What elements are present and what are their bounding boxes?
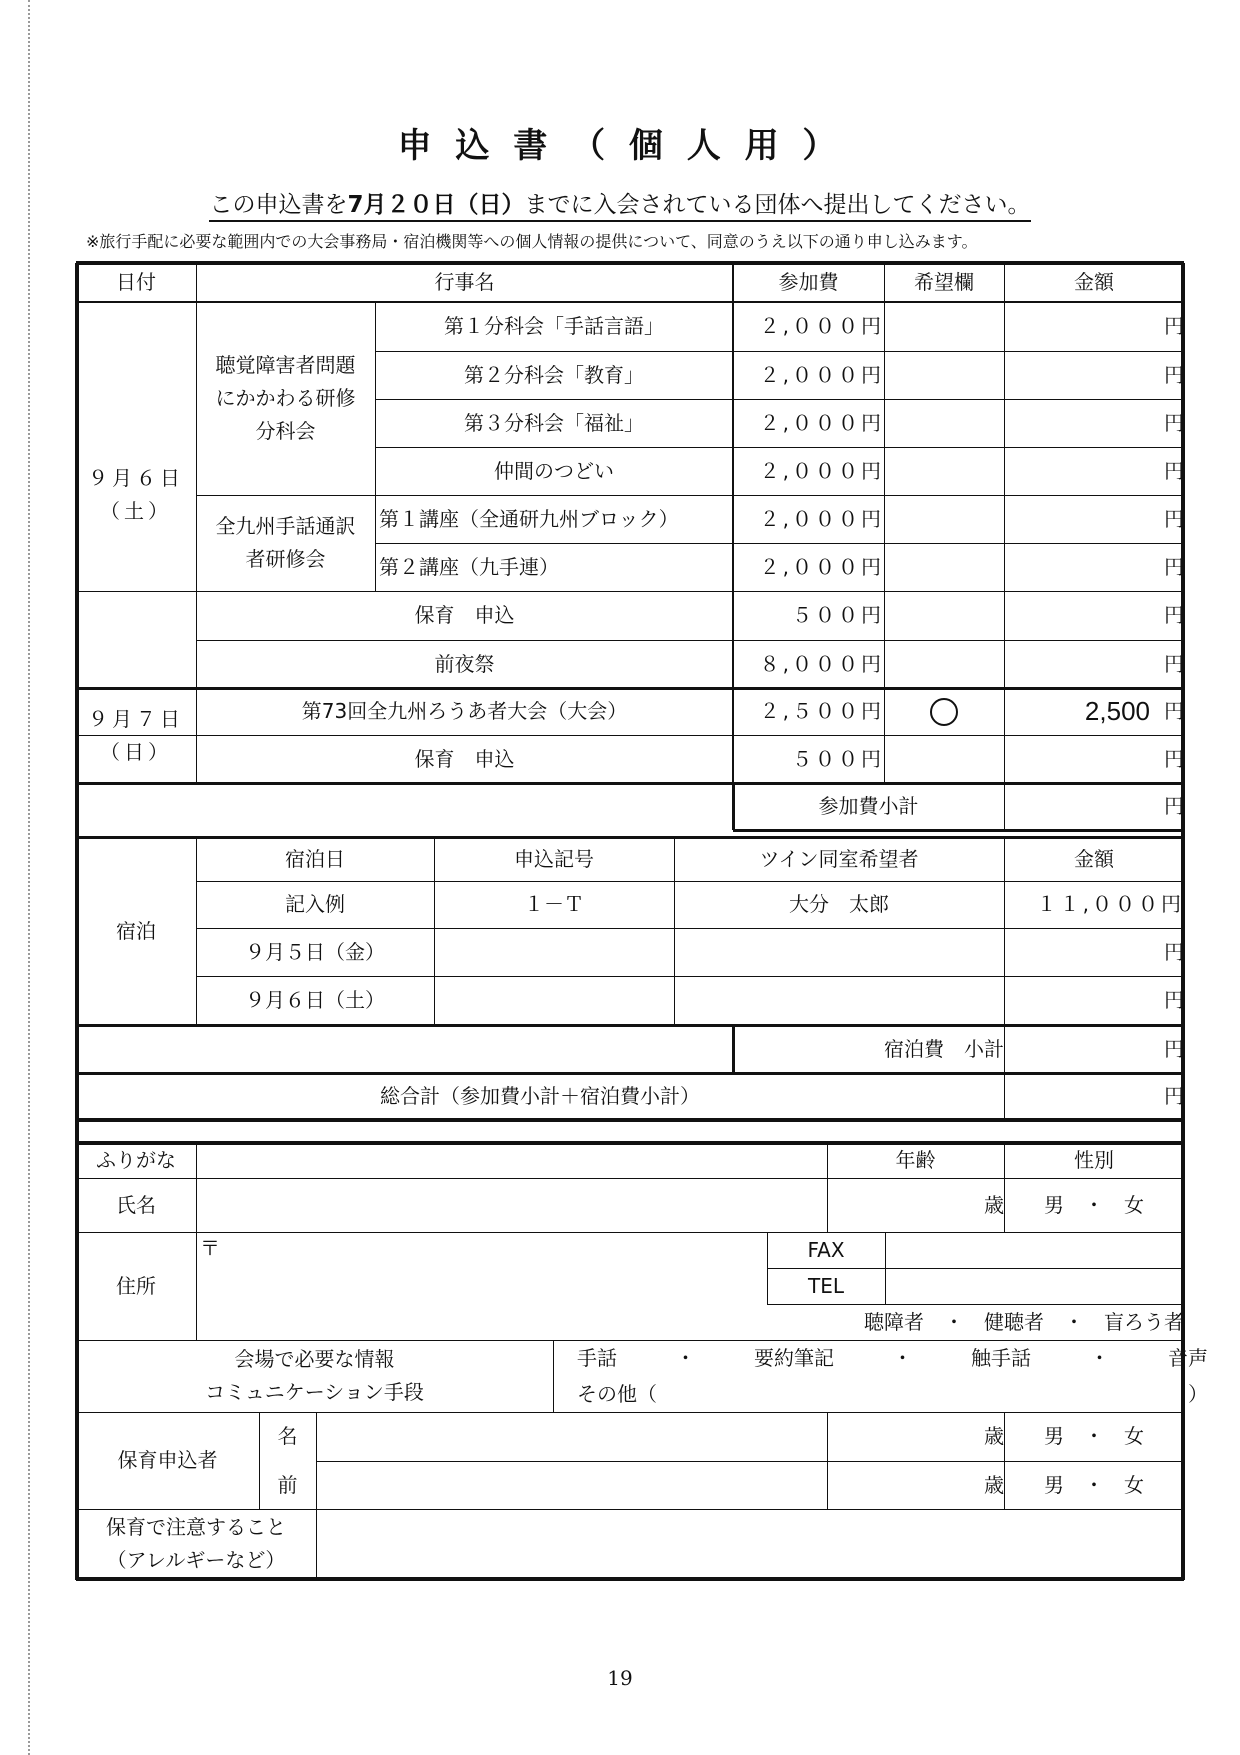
yen-unit: 円	[1164, 506, 1184, 531]
fee-subtotal-field[interactable]: 円	[1164, 794, 1184, 818]
event-name-5: 第２講座（九手連）	[379, 554, 559, 579]
event-fee-5: ２,０００円	[759, 554, 884, 579]
instruction-post: までに入会されている団体へ提出してください。	[524, 192, 1031, 218]
date-sep6-weekday: （土）	[100, 499, 172, 523]
amount-field-8[interactable]	[1004, 688, 1187, 735]
gender-select[interactable]: 男 ・ 女	[1044, 1192, 1144, 1217]
event-fee-8: ２,５００円	[759, 699, 884, 723]
other-close: ）	[1188, 1381, 1208, 1406]
roommate-field-1[interactable]	[674, 928, 1004, 976]
childcare-gender-select-1[interactable]: 男 ・ 女	[1044, 1424, 1144, 1448]
yen-unit: 円	[1164, 651, 1184, 676]
page-number: 19	[607, 1666, 633, 1690]
privacy-consent-note: ※旅行手配に必要な範囲内での大会事務局・宿泊機関等への個人情報の提供について、同意のうえ以下の通り申し込みます。	[86, 232, 978, 251]
info-needed-line2: コミュニケーション手段	[205, 1380, 424, 1404]
yen-unit: 円	[1164, 410, 1184, 435]
lodging-night-0: 記入例	[285, 892, 345, 916]
event-fee-9: ５００円	[792, 746, 884, 771]
grand-total-label: 総合計（参加費小計＋宿泊費小計）	[380, 1084, 700, 1108]
childcare-notes-line1: 保育で注意すること	[106, 1515, 286, 1539]
header-twin-roommate: ツイン同室希望者	[759, 846, 919, 871]
lodging-amount-field-0: １１,０００円	[1036, 892, 1184, 916]
childcare-notes-label	[76, 1509, 316, 1579]
form-title: 申 込 書 （ 個 人 用 ）	[397, 126, 843, 166]
childcare-name-input-1[interactable]	[316, 1412, 827, 1461]
lodging-night-2: ９月６日（土）	[245, 988, 385, 1012]
roommate-field-2[interactable]	[674, 976, 1004, 1025]
date-sep6	[76, 302, 196, 688]
wish-checkbox-3[interactable]	[884, 447, 1004, 495]
event-name-3: 仲間のつどい	[494, 458, 614, 483]
page-margin-line	[28, 0, 30, 1755]
wish-checkbox-1[interactable]	[884, 351, 1004, 399]
lodging-subtotal-label: 宿泊費 小計	[884, 1036, 1004, 1061]
booking-code-field-0: １－Ｔ	[524, 892, 584, 916]
group-hearing-issues-workshop: 聴覚障害者問題 にかかわる研修 分科会	[215, 353, 356, 443]
gender-header: 性別	[1074, 1148, 1114, 1172]
amount-field-9[interactable]	[1004, 735, 1187, 783]
childcare-applicant-label: 保育申込者	[117, 1448, 218, 1472]
event-fee-4: ２,０００円	[759, 506, 884, 531]
childcare-notes-line2: （アレルギーなど）	[106, 1548, 286, 1572]
info-needed-line1: 会場で必要な情報	[234, 1347, 395, 1371]
age-input[interactable]: 歳	[984, 1192, 1004, 1217]
comm-option-2[interactable]: 要約筆記	[754, 1345, 834, 1370]
amount-field-3[interactable]	[1004, 447, 1187, 495]
header-amount: 金額	[1074, 270, 1114, 294]
lodging-label: 宿泊	[116, 918, 156, 943]
amount-field-4[interactable]	[1004, 495, 1187, 543]
circle-mark-icon	[930, 698, 958, 726]
event-name-9: 保育 申込	[414, 746, 515, 771]
lodging-amount-field-1[interactable]: 円	[1164, 939, 1184, 964]
header-lodging-night: 宿泊日	[285, 846, 345, 871]
fax-label: FAX	[807, 1237, 845, 1262]
childcare-gender-select-2[interactable]: 男 ・ 女	[1044, 1472, 1144, 1497]
header-fee: 参加費	[778, 270, 839, 294]
yen-unit: 円	[1164, 603, 1184, 627]
other-open: その他（	[577, 1381, 657, 1406]
event-fee-3: ２,０００円	[759, 458, 884, 483]
amount-field-5[interactable]	[1004, 543, 1187, 591]
booking-code-field-2[interactable]	[434, 976, 674, 1025]
event-name-4: 第１講座（全通研九州ブロック）	[379, 506, 679, 531]
amount-field-1[interactable]	[1004, 351, 1187, 399]
event-name-8: 第73回全九州ろうあ者大会（大会）	[301, 699, 628, 723]
event-fee-2: ２,０００円	[759, 410, 884, 435]
amount-field-0[interactable]	[1004, 302, 1187, 351]
wish-checkbox-6[interactable]	[884, 591, 1004, 640]
comm-option-3: ・	[892, 1345, 913, 1370]
wish-checkbox-2[interactable]	[884, 399, 1004, 447]
childcare-name-input-2[interactable]	[316, 1461, 827, 1509]
roommate-field-0: 大分 太郎	[789, 892, 889, 916]
communication-other-input[interactable]	[553, 1376, 1228, 1412]
postal-address-input[interactable]: 〒	[200, 1236, 220, 1260]
wish-checkbox-8[interactable]	[884, 688, 1004, 735]
comm-option-1: ・	[675, 1345, 696, 1370]
instruction-pre: この申込書を	[209, 192, 348, 218]
submission-instruction	[0, 186, 1240, 219]
yen-unit: 円	[1164, 554, 1184, 579]
date-sep7-day: ９月７日	[88, 706, 184, 731]
booking-code-field-1[interactable]	[434, 928, 674, 976]
yen-unit: 円	[1164, 362, 1184, 387]
header-date: 日付	[116, 270, 156, 294]
info-needed-label	[76, 1340, 553, 1412]
event-name-1: 第２分科会「教育」	[464, 362, 644, 387]
communication-method-options[interactable]	[553, 1340, 1216, 1376]
event-fee-1: ２,０００円	[759, 362, 884, 387]
furigana-label: ふりがな	[96, 1148, 176, 1172]
wish-checkbox-5[interactable]	[884, 543, 1004, 591]
fax-input[interactable]	[885, 1232, 1184, 1268]
childcare-age-input-1[interactable]: 歳	[984, 1424, 1004, 1448]
amount-field-2[interactable]	[1004, 399, 1187, 447]
event-fee-0: ２,０００円	[759, 314, 884, 338]
date-sep7	[76, 688, 196, 783]
name-label: 氏名	[116, 1192, 156, 1217]
date-sep6-day: ９月６日	[88, 466, 184, 490]
address-label: 住所	[116, 1273, 156, 1298]
group-interpreter-training: 全九州手話通訳 者研修会	[215, 514, 356, 571]
yen-unit: 円	[1164, 699, 1184, 723]
amount-value: 2,500	[1084, 696, 1150, 726]
amount-field-7[interactable]	[1004, 640, 1187, 688]
childcare-notes-input[interactable]	[316, 1509, 1184, 1579]
header-booking-code: 申込記号	[514, 846, 594, 871]
event-fee-7: ８,０００円	[759, 651, 884, 676]
wish-checkbox-9[interactable]	[884, 735, 1004, 783]
grand-total-field[interactable]: 円	[1164, 1084, 1184, 1108]
tel-input[interactable]	[885, 1268, 1184, 1304]
yen-unit: 円	[1164, 458, 1184, 483]
application-form-table	[76, 262, 1208, 1580]
event-name-6: 保育 申込	[414, 603, 515, 627]
comm-option-4[interactable]: 触手話	[971, 1345, 1031, 1370]
yen-unit: 円	[1164, 314, 1184, 338]
age-header: 年齢	[895, 1148, 936, 1172]
wish-checkbox-7[interactable]	[884, 640, 1004, 688]
header-lodging-amount: 金額	[1074, 846, 1114, 871]
event-fee-6: ５００円	[792, 603, 884, 627]
furigana-input[interactable]	[196, 1143, 827, 1178]
event-name-7: 前夜祭	[434, 651, 495, 676]
childcare-name-label-2: 前	[277, 1472, 298, 1497]
event-name-0: 第１分科会「手話言語」	[444, 314, 664, 338]
tel-label: TEL	[808, 1273, 844, 1298]
lodging-amount-field-2[interactable]: 円	[1164, 988, 1184, 1012]
name-input[interactable]	[196, 1178, 827, 1232]
event-name-2: 第３分科会「福祉」	[464, 410, 644, 435]
comm-option-0[interactable]: 手話	[577, 1345, 617, 1370]
lodging-night-1: ９月５日（金）	[245, 939, 385, 964]
amount-field-6[interactable]	[1004, 591, 1187, 640]
comm-option-5: ・	[1089, 1345, 1110, 1370]
childcare-age-input-2[interactable]: 歳	[984, 1472, 1004, 1497]
comm-option-6[interactable]: 音声	[1168, 1345, 1208, 1370]
deadline-date: 7月２０日（日）	[347, 192, 525, 218]
fee-subtotal-label: 参加費小計	[818, 794, 919, 818]
date-sep7-weekday: （日）	[100, 739, 172, 764]
wish-checkbox-0[interactable]	[884, 302, 1004, 351]
header-event-name: 行事名	[434, 270, 495, 294]
lodging-subtotal-field[interactable]: 円	[1164, 1036, 1184, 1061]
yen-unit: 円	[1164, 746, 1184, 771]
header-wish: 希望欄	[914, 270, 974, 294]
childcare-name-label-1: 名	[277, 1424, 298, 1448]
wish-checkbox-4[interactable]	[884, 495, 1004, 543]
hearing-status-select[interactable]: 聴障者 ・ 健聴者 ・ 盲ろう者	[864, 1309, 1184, 1334]
